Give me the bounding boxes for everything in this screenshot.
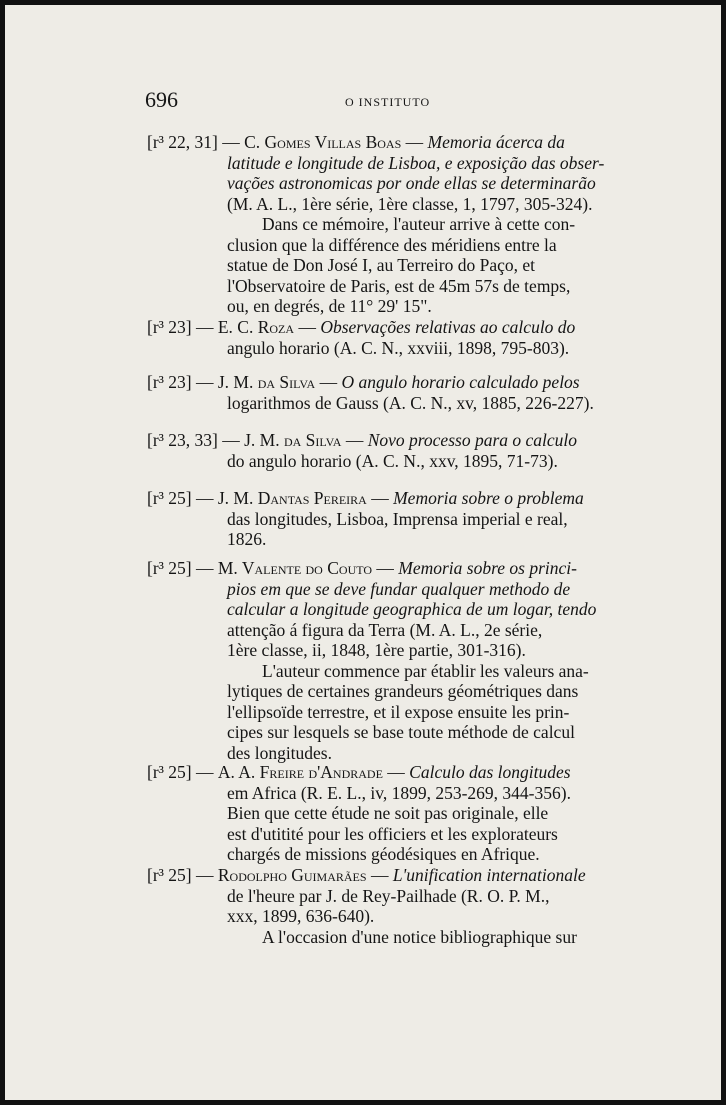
entry-note-line: statue de Don José I, au Terreiro do Paço, et [227,255,536,275]
entry-line: 1826. [227,529,267,549]
entry-line: angulo horario (A. C. N., xxviii, 1898, 795-803). [227,337,570,358]
entry-line: (M. A. L., 1ère série, 1ère classe, 1, 1797, 305-324). [227,193,593,214]
entry-note-line: A l'occasion d'une notice bibliographique sur [262,926,577,947]
entry-note-line: cipes sur lesquels se base toute méthode de calcul [227,722,575,742]
entry-author: E. C. Roza [217,317,295,337]
page-number: 696 [145,87,178,112]
entry-note-line: ou, en degrés, de 11° 29' 15". [227,296,432,316]
entry-ref: [r³ 23] [147,372,192,392]
entry-ref: [r³ 25] [147,488,192,508]
entry-line: logarithmos de Gauss (A. C. N., xv, 1885, 226-227). [227,392,594,413]
entry-line: xxx, 1899, 636-640). [227,906,375,926]
entry-note-line: lytiques de certaines grandeurs géométriques dans [227,681,579,701]
entry-note-line: des longitudes. [227,742,332,763]
entry-title: Observações relativas ao calculo do [320,317,576,337]
entry-author: J. M. da Silva [217,372,316,392]
entry-line: das longitudes, Lisboa, Imprensa imperial e real, [227,508,568,529]
entry-line: vações astronomicas por onde ellas se determinarão [227,173,596,193]
entry-line: do angulo horario (A. C. N., xxv, 1895, 71-73). [227,450,558,471]
page-header [5,87,721,117]
entry-line: calcular a longitude geographica de um logar, tendo [227,599,597,619]
bibliography-entry: [r³ 23, 33] — J. M. da Silva — Novo processo para o calculo do angulo horario (A. C. N., xxv, 1895, 71-73). [147,430,627,471]
bibliography-entry: [r³ 25] — A. A. Freire d'Andrade — Calculo das longitudes em Africa (R. E. L., iv, 1899, 253-269, 344-356). Bien que cette étude ne soit pas originale, elle est d'utitité pour les officiers et les explorateurs chargés de missions géodésiques en Afrique. [147,762,627,865]
entry-line: 1ère classe, ii, 1848, 1ère partie, 301-316). [227,640,526,660]
entry-title: Novo processo para o calculo [367,430,578,450]
book-page [5,5,721,1100]
entry-author: C. Gomes Villas Boas [244,132,402,152]
entry-note-line: L'auteur commence par établir les valeurs ana- [262,660,589,681]
bibliography-entry: [r³ 25] — Rodolpho Guimarães — L'unification internationale de l'heure par J. de Rey-Pailhade (R. O. P. M., xxx, 1899, 636-640). A l'occasion d'une notice bibliographique sur [147,865,627,947]
entry-title: Memoria ácerca da [427,132,565,152]
entry-note-line: est d'utitité pour les officiers et les explorateurs [227,823,558,844]
entry-line: attenção á figura da Terra (M. A. L., 2e série, [227,619,543,640]
entry-author: J. M. da Silva [244,430,342,450]
entry-title: L'unification internationale [392,865,586,885]
bibliography-entry: [r³ 22, 31] — C. Gomes Villas Boas — Memoria ácerca da latitude e longitude de Lisboa, e exposição das obser- vações astronomicas por onde ellas se determinarão (M. A. L., 1ère série, 1ère classe, 1, 1797, 305-324). Dans ce mémoire, l'auteur arrive à cette con- clusion que la différence des méridiens entre la statue de Don José I, au Terreiro do Paço, et l'Observatoire de Paris, est de 45m 57s de temps, ou, en degrés, de 11° 29' 15". [147,132,627,317]
entry-title: Memoria sobre o problema [393,488,584,508]
entry-author: Rodolpho Guimarães [217,865,367,885]
entry-ref: [r³ 25] [147,762,192,782]
entry-line: de l'heure par J. de Rey-Pailhade (R. O. P. M., [227,885,550,906]
entry-line: em Africa (R. E. L., iv, 1899, 253-269, 344-356). [227,782,571,803]
bibliography-entry: [r³ 23] — E. C. Roza — Observações relativas ao calculo do angulo horario (A. C. N., xxviii, 1898, 795-803). [147,317,627,358]
bibliography-entry: [r³ 25] — M. Valente do Couto — Memoria sobre os princi- pios em que se deve fundar qualquer methodo de calcular a longitude geographica de um logar, tendo attenção á figura da Terra (M. A. L., 2e série, 1ère classe, ii, 1848, 1ère partie, 301-316). L'auteur commence par établir les valeurs ana- lytiques de certaines grandeurs géométriques dans l'ellipsoïde terrestre, et il expose ensuite les prin- cipes sur lesquels se base toute méthode de calcul des longitudes. [147,558,627,763]
bibliography-entry: [r³ 23] — J. M. da Silva — O angulo horario calculado pelos logarithmos de Gauss (A. C. N., xv, 1885, 226-227). [147,372,627,413]
running-head: O INSTITUTO [345,95,431,109]
entry-line: latitude e longitude de Lisboa, e exposição das obser- [227,152,605,173]
entry-ref: [r³ 25] [147,558,192,578]
entry-ref: [r³ 23] [147,317,192,337]
bibliography-entry: [r³ 25] — J. M. Dantas Pereira — Memoria sobre o problema das longitudes, Lisboa, Imprensa imperial e real, 1826. [147,488,627,550]
entry-author: J. M. Dantas Pereira [217,488,367,508]
entry-note-line: clusion que la différence des méridiens entre la [227,234,557,255]
entry-note-line: Dans ce mémoire, l'auteur arrive à cette con- [262,214,576,234]
entry-title: Memoria sobre os princi- [398,558,577,578]
entry-ref: [r³ 22, 31] [147,132,218,152]
entry-ref: [r³ 23, 33] [147,430,218,450]
entry-note-line: chargés de missions géodésiques en Afrique. [227,844,540,864]
entry-title: O angulo horario calculado pelos [341,372,580,392]
entry-line: pios em que se deve fundar qualquer methodo de [227,578,571,599]
entry-note-line: l'ellipsoïde terrestre, et il expose ensuite les prin- [227,701,570,722]
entry-title: Calculo das longitudes [409,762,571,782]
entry-author: M. Valente do Couto [217,558,373,578]
entry-author: A. A. Freire d'Andrade [217,762,383,782]
entry-note-line: Bien que cette étude ne soit pas originale, elle [227,803,549,823]
entry-ref: [r³ 25] [147,865,192,885]
entry-note-line: l'Observatoire de Paris, est de 45m 57s de temps, [227,275,571,296]
